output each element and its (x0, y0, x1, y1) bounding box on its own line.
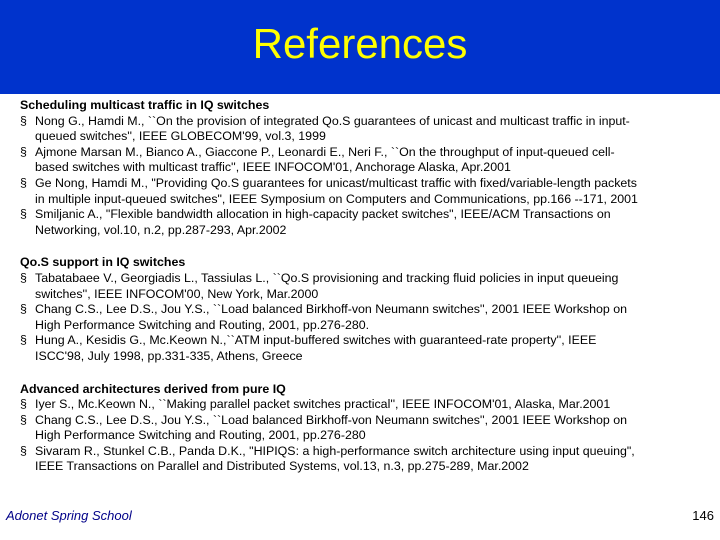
reference-item: § Ge Nong, Hamdi M., "Providing Qo.S guarantees for unicast/multicast traffic with fixed/variable-length packets in multiple input-queued switches", IEEE Symposium on Computers and Communications, pp.166 --171, 2001 (20, 175, 638, 206)
section-heading: Advanced architectures derived from pure IQ (20, 381, 286, 396)
reference-item: § Chang C.S., Lee D.S., Jou Y.S., ``Load balanced Birkhoff-von Neumann switches'', 2001 IEEE Workshop on High Performance Switching and Routing, 2001, pp.276-280. (20, 302, 628, 332)
reference-section (20, 98, 716, 238)
bullet-icon: § (20, 302, 27, 317)
reference-item: § Smiljanic A., "Flexible bandwidth allocation in high-capacity packet switches", IEEE/ACM Transactions on Networking, vol.10, n.2, pp.287-293, Apr.2002 (20, 207, 611, 237)
bullet-icon: § (20, 333, 27, 348)
section-heading: Qo.S support in IQ switches (20, 255, 186, 270)
reference-item: § Sivaram R., Stunkel C.B., Panda D.K., "HIPIQS: a high-performance switch architecture using input queuing", IEEE Transactions on Parallel and Distributed Systems, vol.13, n.3, pp.275-289, Mar.2002 (20, 443, 635, 474)
reference-item: § Chang C.S., Lee D.S., Jou Y.S., ``Load balanced Birkhoff-von Neumann switches'', 2001 IEEE Workshop on High Performance Switching and Routing, 2001, pp.276-280 (20, 412, 628, 443)
page-number: 146 (692, 508, 714, 523)
reference-item: § Nong G., Hamdi M., ``On the provision of integrated Qo.S guarantees of unicast and multicast traffic in input- queued switches'', IEEE GLOBECOM'99, vol.3, 1999 (20, 113, 630, 144)
bullet-icon: § (20, 144, 27, 159)
bullet-icon: § (20, 207, 27, 222)
title-bar (0, 0, 720, 94)
reference-item: § Iyer S., Mc.Keown N., ``Making parallel packet switches practical'', IEEE INFOCOM'01, Alaska, Mar.2001 (20, 397, 611, 412)
bullet-icon: § (20, 397, 27, 412)
reference-section (20, 255, 716, 364)
footer-event-name: Adonet Spring School (6, 508, 132, 523)
bullet-icon: § (20, 412, 27, 427)
slide-title: References (252, 20, 468, 67)
bullet-icon: § (20, 113, 27, 128)
bullet-icon: § (20, 175, 27, 190)
bullet-icon: § (20, 443, 27, 458)
reference-item: § Hung A., Kesidis G., Mc.Keown N.,``ATM input-buffered switches with guaranteed-rate property'', IEEE ISCC'98, July 1998, pp.331-335, Athens, Greece (20, 333, 597, 363)
bullet-icon: § (20, 270, 27, 285)
references-content (20, 98, 716, 492)
reference-item: § Ajmone Marsan M., Bianco A., Giaccone P., Leonardi E., Neri F., ``On the throughput of input-queued cell- based switches with multicast traffic'', IEEE INFOCOM'01, Anchorage Alaska, Apr.2001 (20, 144, 615, 175)
reference-item: § Tabatabaee V., Georgiadis L., Tassiulas L., ``Qo.S provisioning and tracking fluid policies in input queueing switches'', IEEE INFOCOM'00, New York, Mar.2000 (20, 270, 619, 301)
section-heading: Scheduling multicast traffic in IQ switches (20, 98, 270, 112)
reference-section (20, 382, 716, 476)
